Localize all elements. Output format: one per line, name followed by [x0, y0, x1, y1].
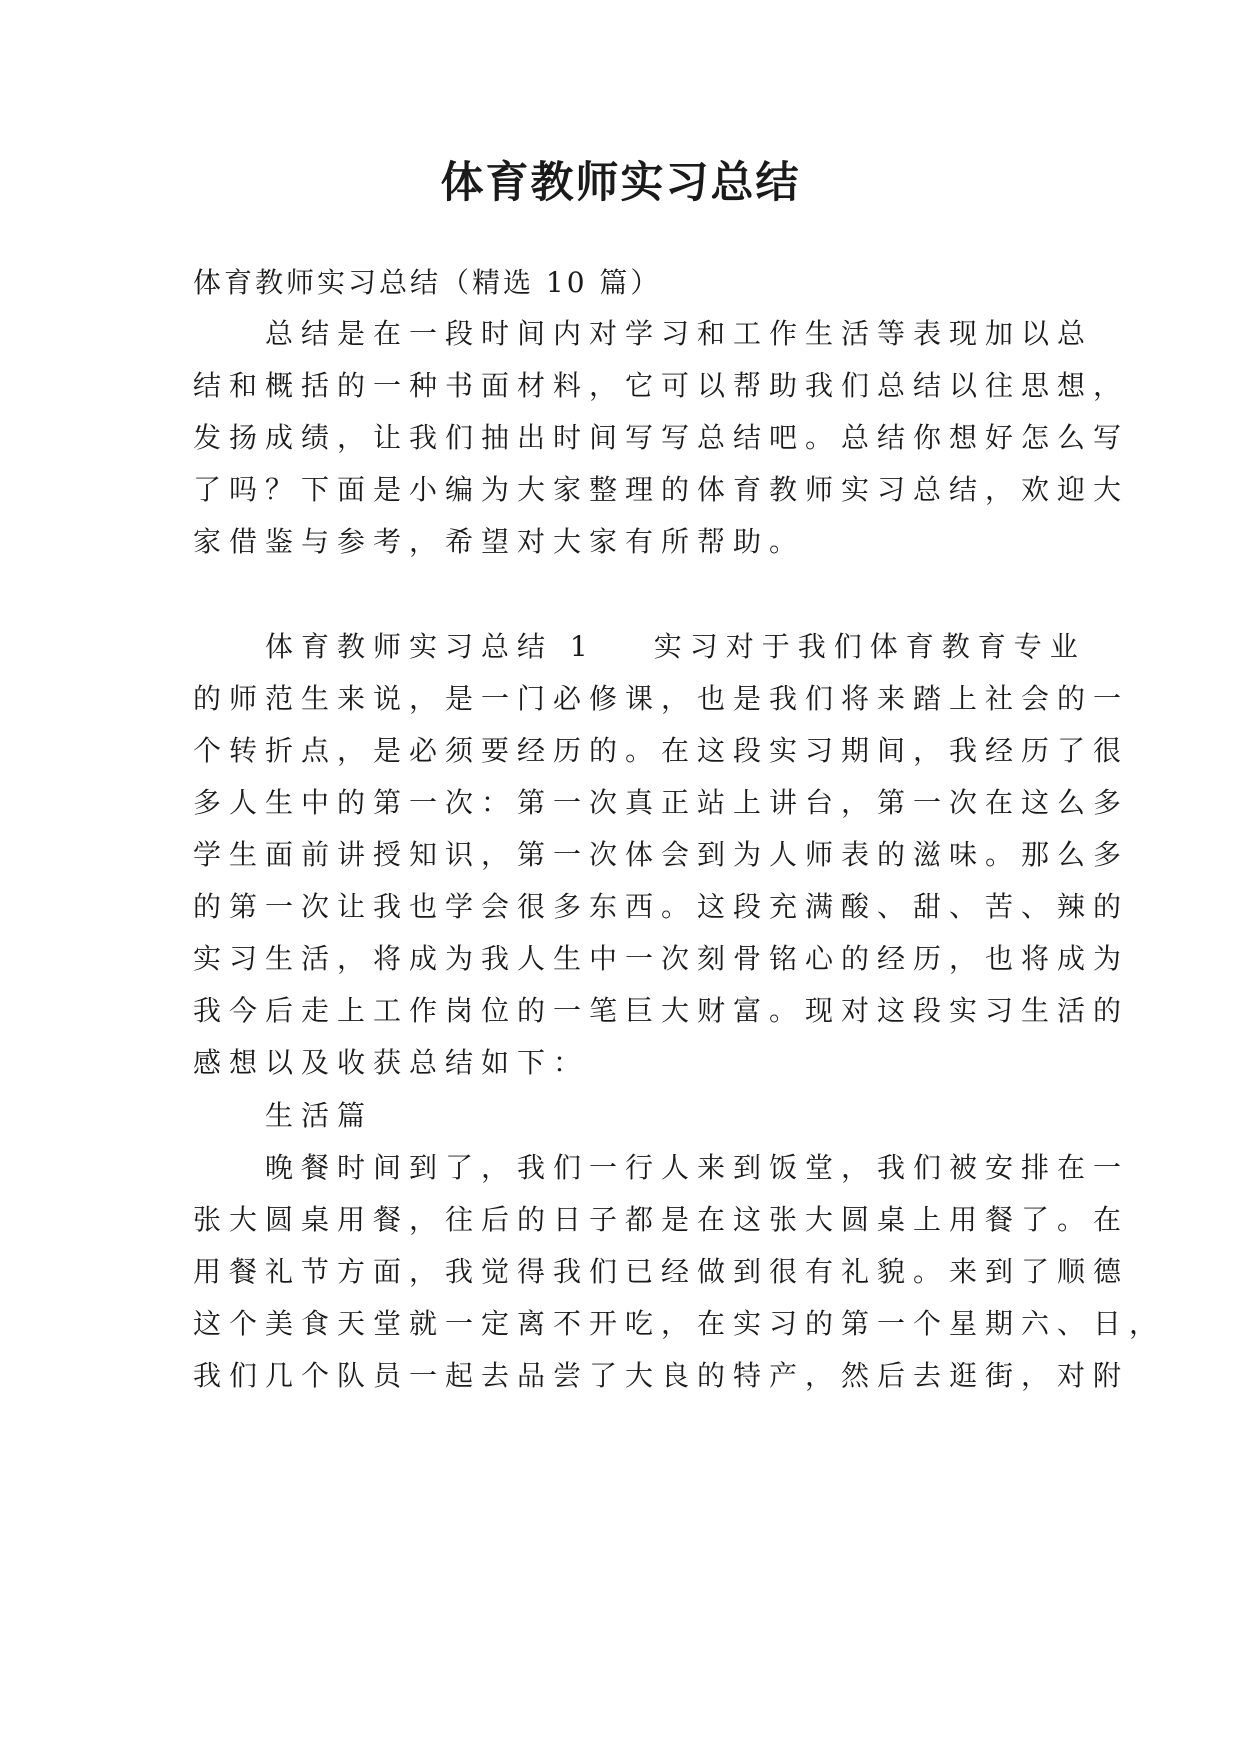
paragraph-line: 多人生中的第一次：第一次真正站上讲台，第一次在这么多	[193, 786, 1130, 819]
paragraph-line: 我今后走上工作岗位的一笔巨大财富。现对这段实习生活的	[193, 994, 1130, 1027]
paragraph-line: 晚餐时间到了，我们一行人来到饭堂，我们被安排在一	[193, 1151, 1130, 1184]
document-subtitle: 体育教师实习总结（精选 10 篇）	[193, 266, 662, 299]
paragraph-line: 这个美食天堂就一定离不开吃，在实习的第一个星期六、日，	[193, 1307, 1166, 1340]
paragraph-line: 家借鉴与参考，希望对大家有所帮助。	[193, 525, 806, 558]
paragraph-line: 了吗？下面是小编为大家整理的体育教师实习总结，欢迎大	[193, 473, 1130, 506]
paragraph-line: 总结是在一段时间内对学习和工作生活等表现加以总	[193, 317, 1094, 350]
paragraph-line: 我们几个队员一起去品尝了大良的特产，然后去逛街，对附	[193, 1359, 1130, 1392]
paragraph-line: 感想以及收获总结如下：	[193, 1046, 590, 1079]
document-title: 体育教师实习总结	[440, 158, 801, 208]
section-heading: 体育教师实习总结 1	[193, 630, 596, 663]
section-subheading: 生活篇	[193, 1099, 374, 1132]
paragraph-line: 的师范生来说，是一门必修课，也是我们将来踏上社会的一	[193, 682, 1130, 715]
paragraph-line: 个转折点，是必须要经历的。在这段实习期间，我经历了很	[193, 734, 1130, 767]
paragraph-line: 实习生活，将成为我人生中一次刻骨铭心的经历，也将成为	[193, 942, 1130, 975]
paragraph-line: 学生面前讲授知识，第一次体会到为人师表的滋味。那么多	[193, 838, 1130, 871]
paragraph-line: 结和概括的一种书面材料，它可以帮助我们总结以往思想，	[193, 369, 1130, 402]
paragraph-line: 用餐礼节方面，我觉得我们已经做到很有礼貌。来到了顺德	[193, 1255, 1130, 1288]
paragraph-line: 张大圆桌用餐，往后的日子都是在这张大圆桌上用餐了。在	[193, 1203, 1130, 1236]
paragraph-line: 的第一次让我也学会很多东西。这段充满酸、甜、苦、辣的	[193, 890, 1130, 923]
section-heading-line	[193, 627, 1086, 667]
paragraph-line-start: 实习对于我们体育教育专业	[653, 630, 1086, 663]
paragraph-line: 发扬成绩，让我们抽出时间写写总结吧。总结你想好怎么写	[193, 421, 1130, 454]
